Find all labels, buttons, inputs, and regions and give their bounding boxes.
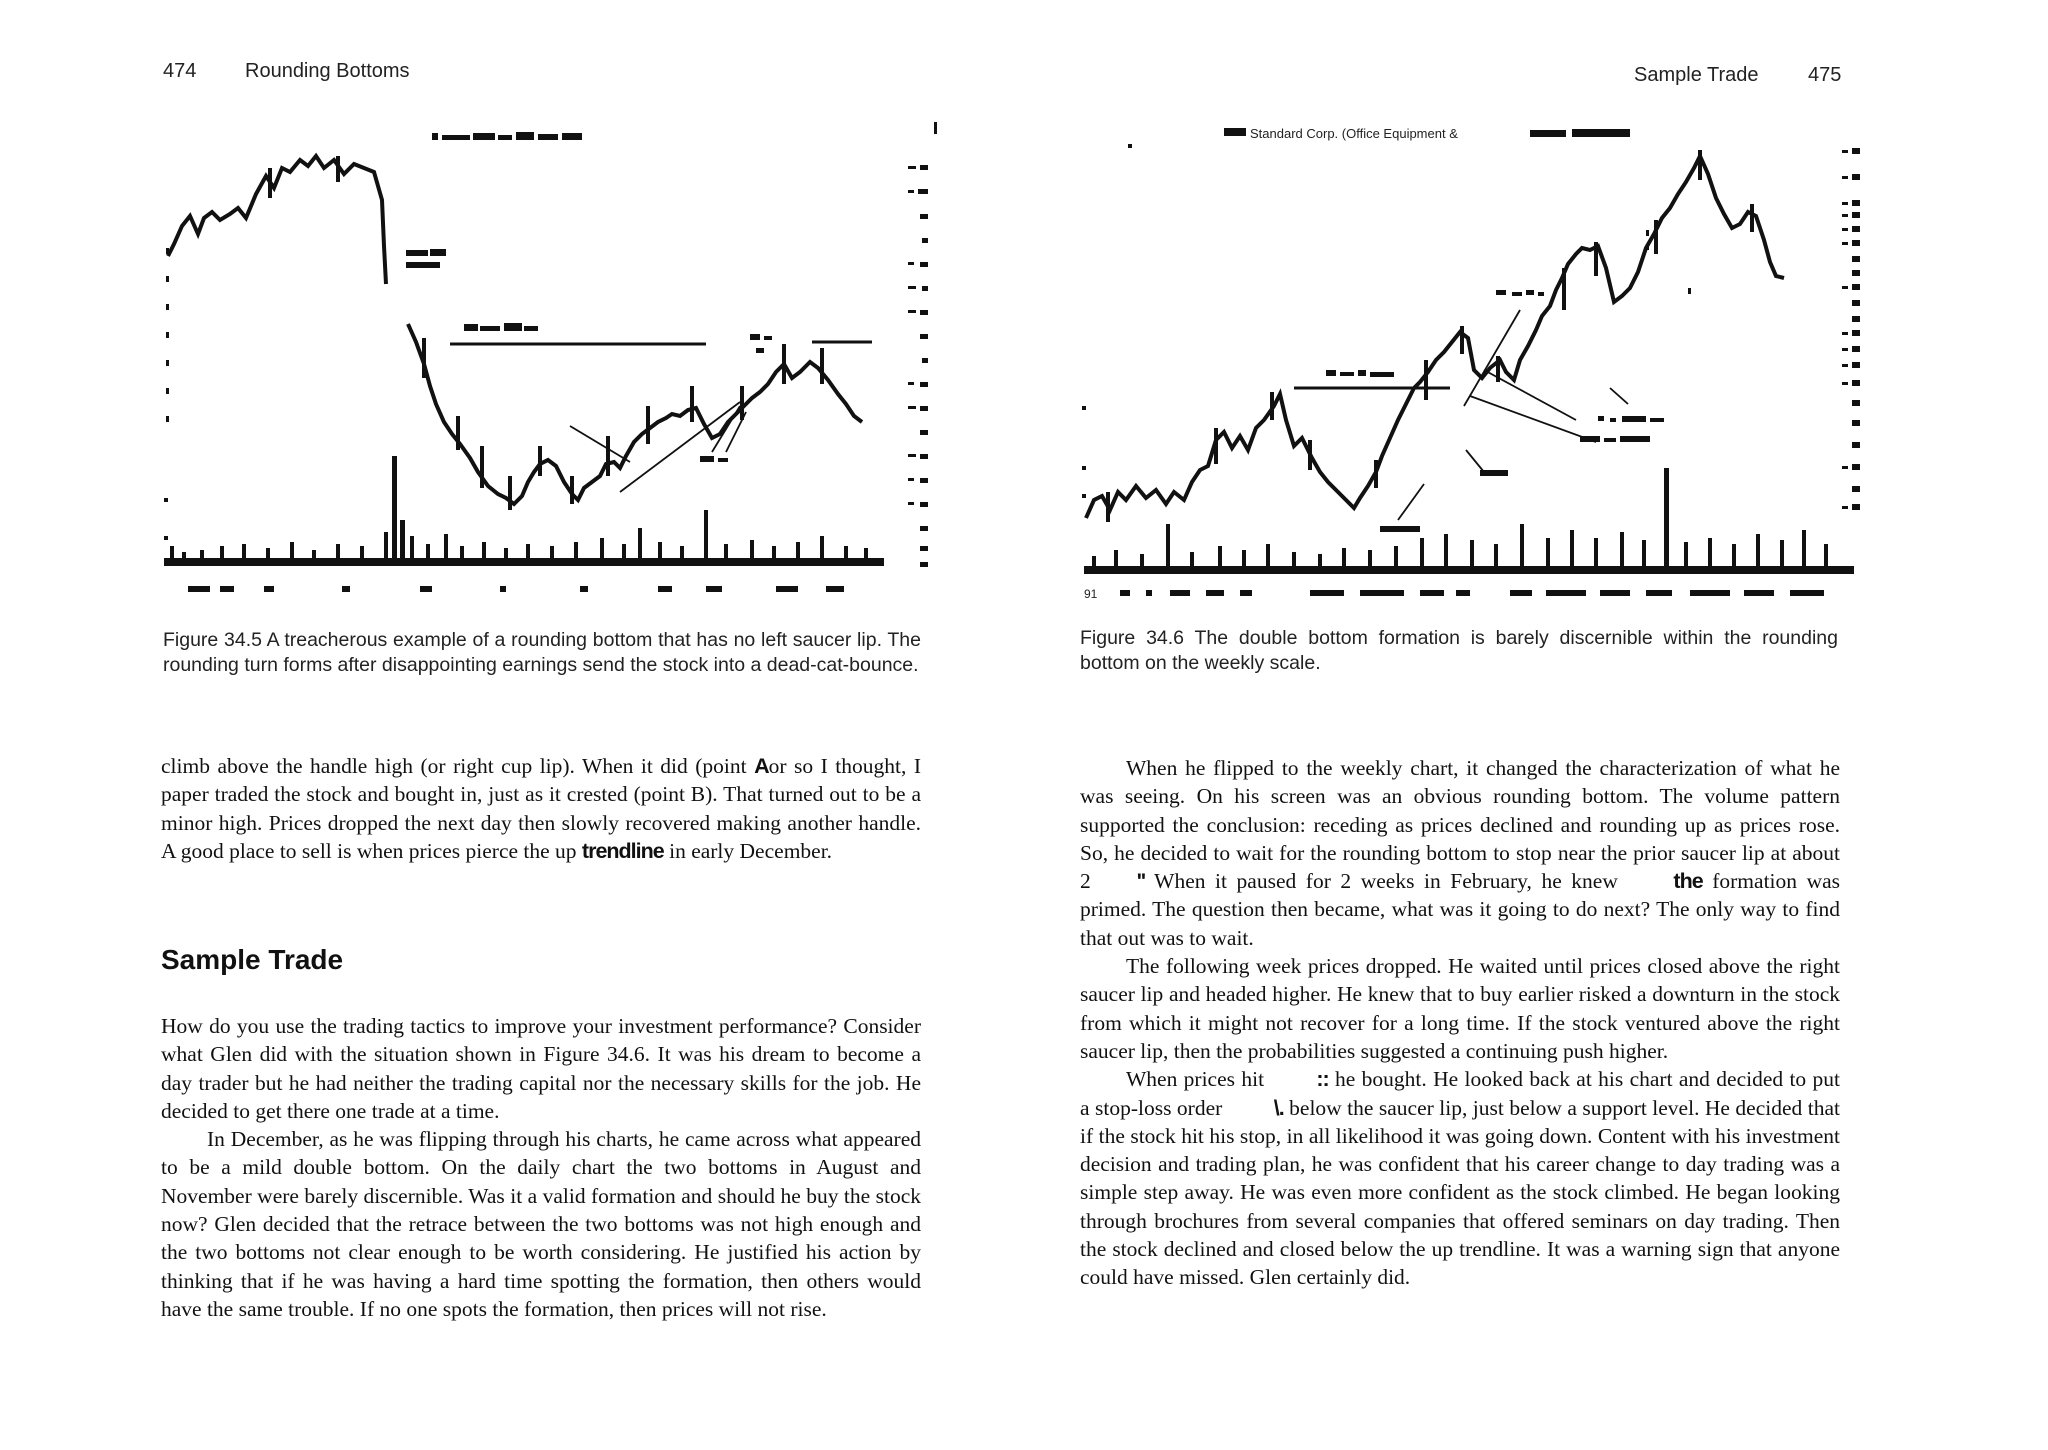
right-axis-ticks	[908, 122, 937, 567]
left-body-block	[161, 1012, 921, 1323]
chart-title	[1224, 126, 1630, 141]
figure-34-6-caption: Figure 34.6 The double bottom formation is barely discernible within the rounding bottom on the weekly scale.	[1080, 627, 1838, 674]
left-p1-after-a: or so I thought, I paper traded the stock and bought in, just as it crested (point B). That turned out to be a minor high. Prices dropped the next day then slowly recovered making another handle. A good place to sell is when prices pierce the up	[161, 754, 921, 863]
left-axis-dots	[1082, 406, 1086, 498]
price-bars	[268, 156, 824, 510]
right-axis-ticks	[1842, 148, 1860, 510]
running-title: Rounding Bottoms	[245, 60, 410, 82]
rounding-bottom-label	[464, 323, 538, 331]
right-p1-before-a: When he flipped to the weekly chart, it changed the characterization of what he was seeing. On his screen was an obvious rounding bottom. The volume pattern supported the conclusion: receding as prices declined and rounding up as prices rose. So, he decided to wait for the rounding bottom to stop near the prior saucer lip at about 2	[1080, 756, 1840, 894]
right-p1-after-b: formation was primed. The question then became, what was it going to do next? The only way to find that out was to wait.	[1080, 869, 1841, 950]
right-p3-before-a: When prices hit	[1126, 1067, 1271, 1092]
volume-bars	[1084, 468, 1854, 574]
volume-bars	[164, 456, 884, 566]
trendline-label	[700, 456, 728, 462]
right-paragraph-3	[1080, 1065, 1840, 1291]
chart-title-text: Standard Corp. (Office Equipment &	[1250, 126, 1458, 141]
volume-spike-december	[704, 510, 708, 558]
x-axis-labels	[188, 586, 844, 592]
figure-34-6-chart	[1080, 120, 1880, 610]
left-p1-before-a: climb above the handle high (or right cup lip). When it did (point	[161, 754, 755, 778]
figure-34-5-caption: Figure 34.5 A treacherous example of a rounding bottom that has no left saucer lip. The rounding turn forms after disappointing earnings send the stock into a dead-cat-bounce.	[163, 629, 921, 676]
running-title: Sample Trade	[1634, 64, 1759, 86]
chart-title-scribble	[432, 132, 582, 140]
left-axis-dashes	[164, 248, 169, 540]
saucer-lip-label	[1326, 370, 1394, 377]
buy-price-glyph: ::	[1316, 1067, 1329, 1092]
point-a-glyph: A	[754, 754, 769, 778]
x-axis-scribbles	[1120, 590, 1824, 596]
stop-price-glyph: \.	[1273, 1095, 1284, 1120]
right-p1-mid-a: When it paused for 2 weeks in February, he knew	[1144, 869, 1628, 894]
dead-cat-bounce-label	[406, 249, 446, 268]
page-number: 475	[1808, 64, 1842, 86]
price-glyph: ''	[1136, 869, 1145, 894]
left-paragraph-3: In December, as he was flipping through his charts, he came across what appeared to be a mild double bottom. On the daily chart the two bottoms in August and November were barely discernible. Was it a valid formation and should he buy the stock now? Glen decided that the retrace between the two bottoms was not high enough and the two bottoms not clear enough to be worth considering. He justified his action by thinking that if he was having a hard time spotting the formation, then others would have the same trouble. If no one spots the formation, then prices will not rise.	[161, 1127, 921, 1321]
right-lip-label	[750, 334, 772, 353]
left-paragraph-2: How do you use the trading tactics to improve your investment performance? Consider what Glen did with the situation shown in Figure 34.6. It was his dream to become a day trader but he had neither the trading capital nor the necessary skills for the job. He decided to get there one trade at a time.	[161, 1014, 921, 1123]
annotation-arrows	[1398, 310, 1628, 520]
right-page	[1024, 0, 2048, 1450]
annotation-labels	[1380, 290, 1664, 532]
price-series	[1086, 156, 1784, 518]
left-p1-after-b: in early December.	[663, 838, 833, 863]
figure-34-5	[160, 116, 950, 616]
section-heading-sample-trade: Sample Trade	[161, 944, 344, 975]
right-p3-after-b: below the saucer lip, just below a support level. He decided that if the stock hit his stop, in all likelihood it was going down. Content with his investment decision and trading plan, he was confident that his career change to day trading was a simple step away. He was even more confident as the stock climbed. He began looking through brochures from several companies that offered seminars on day trading. Then the stock declined and closed below the up trendline. It was a warning sign that anyone could have missed. Glen certainly did.	[1080, 1095, 1840, 1290]
figure-34-5-chart	[160, 116, 950, 616]
right-p3-mid-a: he bought. He looked back at his chart and decided to put a stop-loss order	[1080, 1067, 1840, 1120]
corner-dot	[1128, 144, 1132, 148]
the-glyph: the	[1673, 869, 1703, 894]
trendline-glyph: trendline	[581, 838, 664, 863]
figure-34-6	[1080, 120, 1880, 610]
right-paragraph-1	[1080, 754, 1840, 952]
left-paragraph-1	[161, 752, 921, 865]
x-axis-start-label: 91	[1084, 587, 1098, 601]
right-paragraph-2: The following week prices dropped. He waited until prices closed above the right saucer lip and headed higher. He knew that to buy earlier risked a downturn in the stock from which it might not recover for a long time. If the stock ventured above the right saucer lip, then the probabilities suggested a continuing push higher.	[1080, 954, 1840, 1063]
right-body-block	[1080, 754, 1840, 1292]
page-number: 474	[163, 60, 197, 82]
